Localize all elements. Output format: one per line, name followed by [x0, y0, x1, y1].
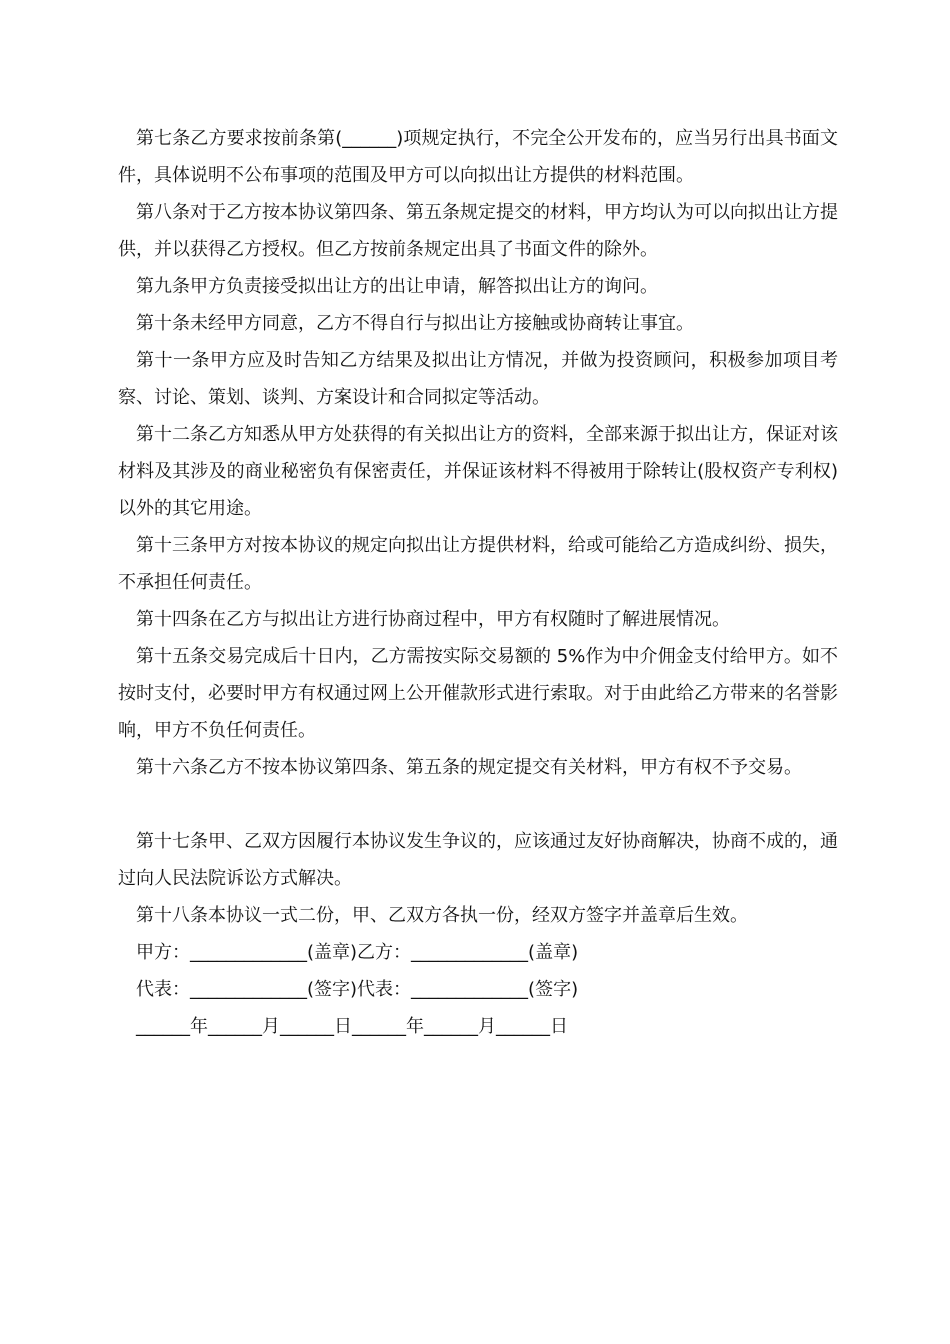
- signature-party-line: 甲方：_____________(盖章)乙方：_____________(盖章): [136, 942, 579, 963]
- clause-10: 第十条未经甲方同意，乙方不得自行与拟出让方接触或协商转让事宜。: [136, 313, 694, 334]
- clause-14: 第十四条在乙方与拟出让方进行协商过程中，甲方有权随时了解进展情况。: [136, 609, 730, 630]
- document-body: [118, 120, 838, 1045]
- clause-12: 第十二条乙方知悉从甲方处获得的有关拟出让方的资料，全部来源于拟出让方，保证对该材料及其涉及的商业秘密负有保密责任，并保证该材料不得被用于除转让(股权资产专利权)以外的其它用途。: [118, 424, 838, 519]
- clause-17: 第十七条甲、乙双方因履行本协议发生争议的，应该通过友好协商解决，协商不成的，通过向人民法院诉讼方式解决。: [118, 831, 838, 889]
- clause-7: 第七条乙方要求按前条第(______)项规定执行，不完全公开发布的，应当另行出具书面文件，具体说明不公布事项的范围及甲方可以向拟出让方提供的材料范围。: [118, 128, 838, 186]
- clause-18: 第十八条本协议一式二份，甲、乙双方各执一份，经双方签字并盖章后生效。: [136, 905, 748, 926]
- clause-13: 第十三条甲方对按本协议的规定向拟出让方提供材料，给或可能给乙方造成纠纷、损失，不承担任何责任。: [118, 535, 838, 593]
- clause-16: 第十六条乙方不按本协议第四条、第五条的规定提交有关材料，甲方有权不予交易。: [136, 757, 802, 778]
- signature-representative-line: 代表：_____________(签字)代表：_____________(签字): [136, 979, 579, 1000]
- clause-8: 第八条对于乙方按本协议第四条、第五条规定提交的材料，甲方均认为可以向拟出让方提供，并以获得乙方授权。但乙方按前条规定出具了书面文件的除外。: [118, 202, 838, 260]
- clause-15: 第十五条交易完成后十日内，乙方需按实际交易额的 5%作为中介佣金支付给甲方。如不按时支付，必要时甲方有权通过网上公开催款形式进行索取。对于由此给乙方带来的名誉影响，甲方不负任何责任。: [118, 646, 838, 741]
- clause-11: 第十一条甲方应及时告知乙方结果及拟出让方情况，并做为投资顾问，积极参加项目考察、讨论、策划、谈判、方案设计和合同拟定等活动。: [118, 350, 838, 408]
- signature-date-line: ______年______月______日______年______月______日: [136, 1016, 568, 1037]
- clause-9: 第九条甲方负责接受拟出让方的出让申请，解答拟出让方的询问。: [136, 276, 658, 297]
- paragraph-gap: [118, 786, 838, 823]
